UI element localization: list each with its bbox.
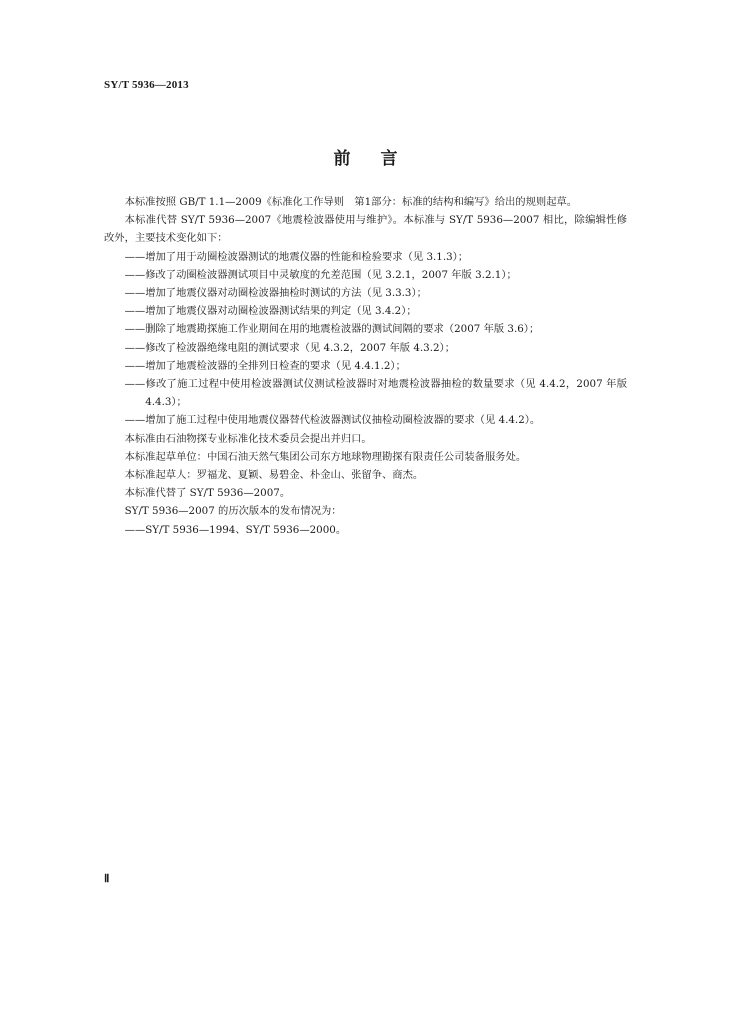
change-list-item: ——增加了地震检波器的全排列日检查的要求（见 4.4.1.2）； <box>124 359 406 372</box>
change-list-item: ——修改了施工过程中使用检波器测试仪测试检波器时对地震检波器抽检的数量要求（见 4.4.2，2007 年版 4.4.3）； <box>124 378 627 409</box>
change-list-item: ——删除了地震勘探施工作业期间在用的地震检波器的测试间隔的要求（2007 年版 3.6）； <box>124 323 540 336</box>
change-list-item: ——增加了用于动圈检波器测试的地震仪器的性能和检验要求（见 3.1.3）； <box>124 250 469 263</box>
change-list <box>104 248 627 430</box>
paragraph-version-history: SY/T 5936—2007 的历次版本的发布情况为： <box>124 505 342 518</box>
document-body <box>104 193 627 539</box>
paragraph-replaces: 本标准代替 SY/T 5936—2007《地震检波器使用与维护》。本标准与 SY/T 5936—2007 相比，除编辑性修改外，主要技术变化如下： <box>104 214 627 245</box>
change-list-item: ——增加了地震仪器对动圈检波器抽检时测试的方法（见 3.3.3）； <box>124 287 427 300</box>
paragraph-proposed-by: 本标准由石油物探专业标准化技术委员会提出并归口。 <box>124 432 372 445</box>
change-list-item: ——增加了施工过程中使用地震仪器替代检波器测试仪抽检动圈检波器的要求（见 4.4.2）。 <box>124 414 541 427</box>
document-code-header: SY/T 5936—2013 <box>104 79 189 91</box>
change-list-item: ——增加了地震仪器对动圈检波器测试结果的判定（见 3.4.2）； <box>124 305 417 318</box>
page-title: 前言 <box>333 149 428 169</box>
paragraph-drafters: 本标准起草人：罗福龙、夏颖、易碧金、朴金山、张留争、商杰。 <box>124 469 424 482</box>
change-list-item: ——修改了检波器绝缘电阻的测试要求（见 4.3.2，2007 年版 4.3.2）； <box>124 341 455 354</box>
change-list-item: ——修改了动圈检波器测试项目中灵敏度的允差范围（见 3.2.1，2007 年版 3.2.1）； <box>124 268 517 281</box>
history-list-item: ——SY/T 5936—1994、SY/T 5936—2000。 <box>124 523 347 536</box>
paragraph-drafting-unit: 本标准起草单位：中国石油天然气集团公司东方地球物理勘探有限责任公司装备服务处。 <box>124 450 527 463</box>
paragraph-replaced-standard: 本标准代替了 SY/T 5936—2007。 <box>124 487 291 500</box>
page-number: Ⅱ <box>104 873 110 885</box>
paragraph-drafting-rules: 本标准按照 GB/T 1.1—2009《标准化工作导则 第1部分：标准的结构和编写》给出的规则起草。 <box>124 196 578 208</box>
